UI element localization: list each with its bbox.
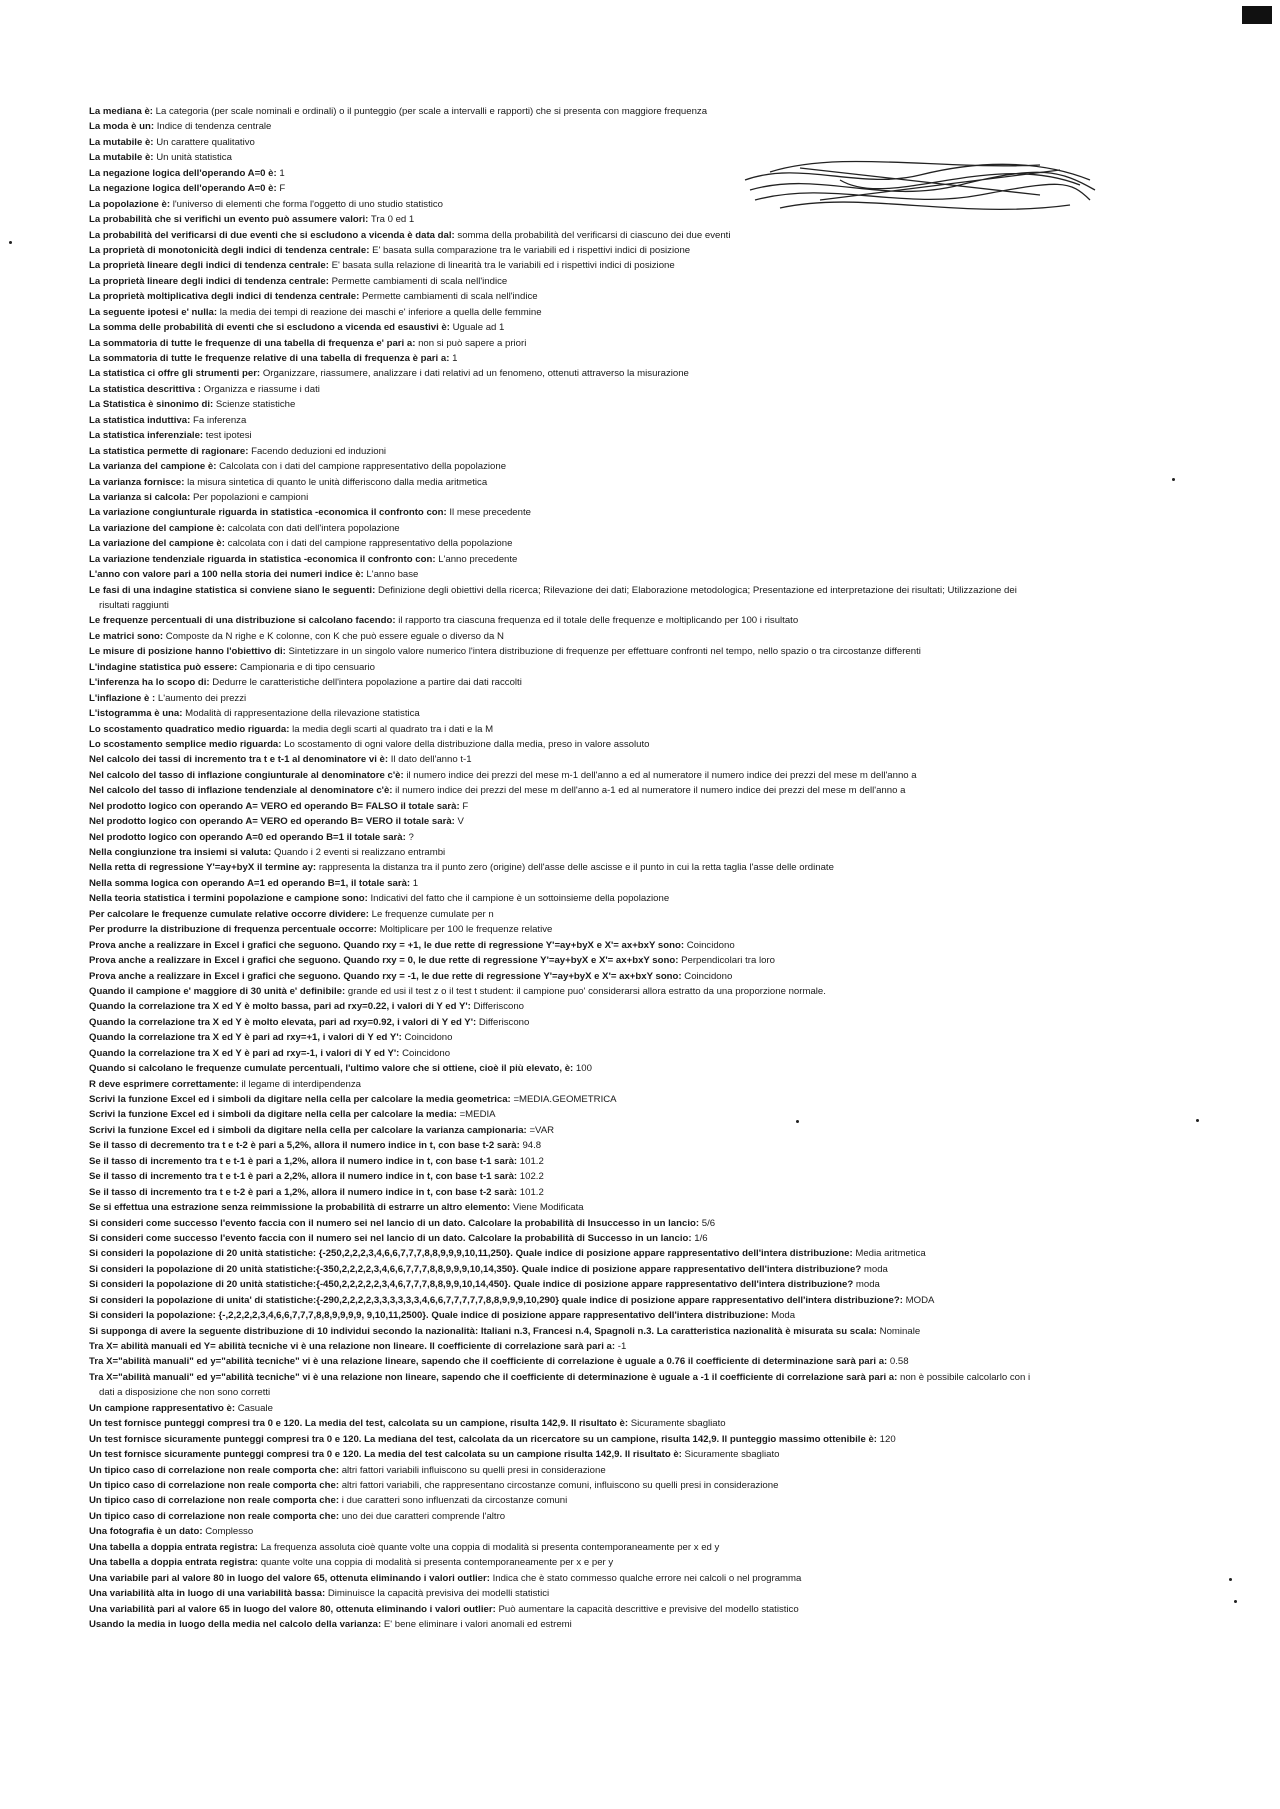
question-text: Lo scostamento quadratico medio riguarda: (89, 723, 290, 735)
qa-line (89, 1617, 1219, 1632)
question-text: Quando la correlazione tra X ed Y è pari ad rxy=+1, i valori di Y ed Y': (89, 1032, 402, 1044)
qa-line (89, 1077, 1219, 1092)
qa-line (89, 953, 1219, 968)
qa-line (89, 351, 1219, 366)
answer-text: la media dei tempi di reazione dei maschi e' inferiore a quella delle femmine (219, 306, 542, 318)
answer-text: F (279, 183, 286, 195)
answer-text: V (457, 816, 464, 828)
qa-line (89, 830, 1219, 845)
qa-line (89, 1107, 1219, 1122)
qa-line (89, 999, 1219, 1014)
qa-line (89, 197, 1219, 212)
answer-text: Media aritmetica (855, 1248, 926, 1260)
question-text: Usando la media in luogo della media nel calcolo della varianza: (89, 1618, 382, 1630)
scan-corner-mark (1242, 6, 1272, 24)
question-text: Se il tasso di decremento tra t e t-2 è pari a 5,2%, allora il numero indice in t, con base t-2 sarà: (89, 1140, 520, 1152)
qa-line (89, 1524, 1219, 1539)
qa-line (89, 706, 1219, 721)
answer-text: Organizzare, riassumere, analizzare i dati relativi ad un fenomeno, ottenuti attraverso la misurazione (262, 368, 689, 380)
question-text: Quando la correlazione tra X ed Y è molto elevata, pari ad rxy=0.92, i valori di Y ed Y': (89, 1016, 477, 1028)
qa-line (89, 1586, 1219, 1601)
question-text: La proprietà lineare degli indici di tendenza centrale: (89, 260, 329, 272)
qa-line (89, 181, 1219, 196)
question-text: La statistica ci offre gli strumenti per: (89, 368, 261, 380)
question-text: La variazione del campione è: (89, 538, 225, 550)
question-text: Nel prodotto logico con operando A= VERO ed operando B= VERO il totale sarà: (89, 816, 455, 828)
qa-line (89, 305, 1219, 320)
qa-line (89, 505, 1219, 520)
qa-line (89, 1154, 1219, 1169)
speck (1229, 1578, 1232, 1581)
qa-line (89, 984, 1219, 999)
qa-line (89, 490, 1219, 505)
question-text: Si consideri come successo l'evento faccia con il numero sei nel lancio di un dato. Calcolare la probabilità di Successo in un lancio: (89, 1232, 692, 1244)
question-text: Se il tasso di incremento tra t e t-2 è pari a 1,2%, allora il numero indice in t, con base t-2 sarà: (89, 1186, 518, 1198)
qa-line (89, 475, 1219, 490)
answer-text: test ipotesi (205, 430, 252, 442)
question-text: Per produrre la distribuzione di frequenza percentuale occorre: (89, 924, 377, 936)
question-text: Scrivi la funzione Excel ed i simboli da digitare nella cella per calcolare la media: (89, 1109, 457, 1121)
question-text: La probabilità del verificarsi di due eventi che si escludono a vicenda è data dal: (89, 229, 455, 241)
question-text: Un test fornisce punteggi compresi tra 0 e 120. La media del test, calcolata su un campione, risulta 142,9. Il risultato è: (89, 1418, 629, 1430)
answer-text: Casuale (237, 1402, 273, 1414)
answer-text: F (462, 800, 469, 812)
answer-text: =MEDIA.GEOMETRICA (513, 1094, 617, 1106)
question-text: La mutabile è: (89, 152, 154, 164)
answer-text: Dedurre le caratteristiche dell'intera popolazione a partire dai dati raccolti (212, 677, 522, 689)
answer-text: La frequenza assoluta cioè quante volte una coppia di modalità si presenta contemporaneamente per x ed y (260, 1541, 720, 1553)
question-text: Un campione rappresentativo è: (89, 1402, 236, 1414)
answer-text: non è possibile calcolarlo con i (900, 1371, 1031, 1383)
question-text: Tra X= abilità manuali ed Y= abilità tecniche vi è una relazione non lineare. Il coefficiente di correlazione sarà pari a: (89, 1341, 616, 1353)
qa-line (89, 737, 1219, 752)
qa-line (89, 1401, 1219, 1416)
qa-line (89, 1262, 1219, 1277)
answer-text: l'universo di elementi che forma l'oggetto di uno studio statistico (172, 198, 444, 210)
question-text: R deve esprimere correttamente: (89, 1078, 239, 1090)
question-text: Se il tasso di incremento tra t e t-1 è pari a 1,2%, allora il numero indice in t, con base t-1 sarà: (89, 1155, 518, 1167)
answer-text: Tra 0 ed 1 (370, 214, 415, 226)
question-text: Nella somma logica con operando A=1 ed operando B=1, il totale sarà: (89, 877, 411, 889)
question-text: Scrivi la funzione Excel ed i simboli da digitare nella cella per calcolare la varianza campionaria: (89, 1124, 527, 1136)
answer-text: moda (863, 1263, 888, 1275)
answer-text: la media degli scarti al quadrato tra i dati e la M (292, 723, 494, 735)
question-text: Nel prodotto logico con operando A=0 ed operando B=1 il totale sarà: (89, 831, 406, 843)
question-text: La mutabile è: (89, 136, 154, 148)
qa-line (89, 552, 1219, 567)
question-text: Quando il campione e' maggiore di 30 unità e' definibile: (89, 985, 346, 997)
answer-text: L'anno base (366, 569, 419, 581)
question-text: La negazione logica dell'operando A=0 è: (89, 167, 277, 179)
question-text: Le matrici sono: (89, 630, 164, 642)
qa-line (89, 104, 1219, 119)
qa-line (89, 752, 1219, 767)
question-text: Si consideri la popolazione di 20 unità statistiche:{-450,2,2,2,2,2,3,4,6,7,7,7,8,8,9,9,10,14,450}. Quale indice di posizione appare rappresentativo dell'intera distribuzione? (89, 1279, 854, 1291)
answer-text: calcolata con dati dell'intera popolazione (227, 522, 400, 534)
answer-text: -1 (617, 1341, 627, 1353)
question-text: L'inferenza ha lo scopo di: (89, 677, 210, 689)
answer-text: calcolata con i dati del campione rappresentativo della popolazione (227, 538, 513, 550)
question-text: La statistica permette di ragionare: (89, 445, 249, 457)
answer-text: il numero indice dei prezzi del mese m-1 dell'anno a ed al numeratore il numero indice dei prezzi del mese m dell'anno a (406, 769, 917, 781)
qa-line (89, 397, 1219, 412)
qa-line (89, 320, 1219, 335)
answer-text: 1 (279, 167, 285, 179)
question-text: Quando si calcolano le frequenze cumulate percentuali, l'ultimo valore che si ottiene, cioè il più elevato, è: (89, 1063, 574, 1075)
answer-text: Coincidono (684, 970, 733, 982)
qa-line (89, 1509, 1219, 1524)
qa-line (89, 1370, 1219, 1401)
question-text: Nel calcolo del tasso di inflazione congiunturale al denominatore c'è: (89, 769, 404, 781)
answer-text: Sintetizzare in un singolo valore numerico l'intera distribuzione di frequenze per effettuare confronti nel tempo, nello spazio o tra circostanze differenti (288, 646, 921, 658)
question-text: Nella retta di regressione Y'=ay+byX il termine ay: (89, 862, 317, 874)
question-answer-list (89, 104, 1219, 1632)
question-text: La proprietà moltiplicativa degli indici di tendenza centrale: (89, 291, 360, 303)
qa-line (89, 768, 1219, 783)
question-text: La statistica inferenziale: (89, 430, 204, 442)
question-text: Un tipico caso di correlazione non reale comporta che: (89, 1495, 340, 1507)
answer-text: Indica che è stato commesso qualche errore nei calcoli o nel programma (492, 1572, 802, 1584)
answer-text: 102.2 (519, 1171, 544, 1183)
qa-line (89, 891, 1219, 906)
question-text: Una variabilità pari al valore 65 in luogo del valore 80, ottenuta eliminando i valori outlier: (89, 1603, 496, 1615)
question-text: L'indagine statistica può essere: (89, 661, 238, 673)
qa-line (89, 783, 1219, 798)
answer-text: L'aumento dei prezzi (157, 692, 247, 704)
answer-continuation: dati a disposizione che non sono corretti (99, 1387, 271, 1399)
qa-line (89, 1277, 1219, 1292)
answer-text: Indicativi del fatto che il campione è un sottoinsieme della popolazione (370, 893, 670, 905)
qa-line (89, 876, 1219, 891)
qa-line (89, 613, 1219, 628)
answer-text: Organizza e riassume i dati (203, 383, 320, 395)
speck (1234, 1600, 1237, 1603)
question-text: Si consideri la popolazione: {-,2,2,2,2,3,4,6,6,7,7,7,8,8,9,9,9,9, 9,10,11,2500}. Quale indice di posizione appare rappresentativo dell'intera distribuzione: (89, 1310, 769, 1322)
qa-line (89, 1416, 1219, 1431)
question-text: La probabilità che si verifichi un evento può assumere valori: (89, 214, 369, 226)
answer-text: Calcolata con i dati del campione rappresentativo della popolazione (219, 461, 507, 473)
qa-line (89, 660, 1219, 675)
answer-text: Differiscono (473, 1001, 524, 1013)
answer-text: Per popolazioni e campioni (193, 491, 309, 503)
answer-text: Lo scostamento di ogni valore della distribuzione dalla media, preso in valore assoluto (284, 738, 650, 750)
question-text: Si supponga di avere la seguente distribuzione di 10 individui secondo la nazionalità: Italiani n.3, Francesi n.4, Spagnoli n.3. La caratteristica nazionalità è misurata su scala: (89, 1325, 877, 1337)
question-text: La variazione tendenziale riguarda in statistica -economica il confronto con: (89, 553, 436, 565)
answer-text: Facendo deduzioni ed induzioni (251, 445, 387, 457)
question-text: Prova anche a realizzare in Excel i grafici che seguono. Quando rxy = +1, le due rette di regressione Y'=ay+byX e X'= ax+bxY sono: (89, 939, 685, 951)
qa-line (89, 1571, 1219, 1586)
question-text: Prova anche a realizzare in Excel i grafici che seguono. Quando rxy = 0, le due rette di regressione Y'=ay+byX e X'= ax+bxY sono: (89, 955, 679, 967)
answer-text: 101.2 (519, 1155, 544, 1167)
question-text: Lo scostamento semplice medio riguarda: (89, 738, 282, 750)
answer-text: Perpendicolari tra loro (681, 955, 775, 967)
qa-line (89, 1185, 1219, 1200)
question-text: Un tipico caso di correlazione non reale comporta che: (89, 1464, 340, 1476)
qa-line (89, 366, 1219, 381)
qa-line (89, 274, 1219, 289)
question-text: La somma delle probabilità di eventi che si escludono a vicenda ed esaustivi è: (89, 322, 450, 334)
qa-line (89, 567, 1219, 582)
qa-line (89, 536, 1219, 551)
qa-line (89, 1555, 1219, 1570)
question-text: Una fotografia è un dato: (89, 1526, 203, 1538)
question-text: Le frequenze percentuali di una distribuzione si calcolano facendo: (89, 615, 396, 627)
qa-line (89, 1231, 1219, 1246)
question-text: L'anno con valore pari a 100 nella storia dei numeri indice è: (89, 569, 364, 581)
answer-text: il legame di interdipendenza (241, 1078, 361, 1090)
question-text: Per calcolare le frequenze cumulate relative occorre dividere: (89, 908, 369, 920)
answer-text: Sicuramente sbagliato (630, 1418, 726, 1430)
question-text: Un tipico caso di correlazione non reale comporta che: (89, 1480, 340, 1491)
answer-text: Diminuisce la capacità previsiva dei modelli statistici (327, 1588, 550, 1600)
answer-text: Un unità statistica (156, 152, 232, 164)
qa-line (89, 644, 1219, 659)
answer-text: 1 (412, 877, 419, 889)
answer-text: Definizione degli obiettivi della ricerca; Rilevazione dei dati; Elaborazione metodologica; Presentazione ed interpretazione dei risultati; Utilizzazione dei (377, 584, 1017, 596)
answer-text: E' basata sulla relazione di linearità tra le variabili ed i rispettivi indici di posizione (331, 260, 675, 272)
question-text: Una tabella a doppia entrata registra: (89, 1557, 259, 1569)
question-text: Si consideri la popolazione di 20 unità statistiche:{-350,2,2,2,2,3,4,6,6,7,7,7,8,8,9,9,9,10,14,350}. Quale indice di posizione appare rappresentativo dell'intera distribuzione? (89, 1263, 862, 1275)
question-text: La popolazione è: (89, 198, 171, 210)
qa-line (89, 382, 1219, 397)
qa-line (89, 860, 1219, 875)
answer-text: Composte da N righe e K colonne, con K che può essere eguale o diverso da N (165, 630, 504, 642)
question-text: Scrivi la funzione Excel ed i simboli da digitare nella cella per calcolare la media geometrica: (89, 1094, 511, 1106)
question-text: Nella teoria statistica i termini popolazione e campione sono: (89, 893, 368, 905)
answer-text: Viene Modificata (512, 1202, 584, 1214)
question-text: La statistica induttiva: (89, 414, 191, 426)
answer-text: Quando i 2 eventi si realizzano entrambi (274, 847, 446, 859)
qa-line (89, 459, 1219, 474)
question-text: La sommatoria di tutte le frequenze di una tabella di frequenza e' pari a: (89, 337, 416, 349)
qa-line (89, 1463, 1219, 1478)
qa-line (89, 1354, 1219, 1369)
question-text: La mediana è: (89, 106, 153, 117)
qa-line (89, 119, 1219, 134)
question-text: La variazione congiunturale riguarda in statistica -economica il confronto con: (89, 507, 447, 519)
answer-text: Complesso (205, 1526, 254, 1538)
qa-line (89, 1030, 1219, 1045)
qa-line (89, 814, 1219, 829)
qa-line (89, 691, 1219, 706)
qa-line (89, 907, 1219, 922)
question-text: La proprietà di monotonicità degli indici di tendenza centrale: (89, 244, 370, 256)
answer-text: il numero indice dei prezzi del mese m dell'anno a-1 ed al numeratore il numero indice dei prezzi del mese m dell'anno a (395, 785, 906, 797)
answer-text: 1 (452, 353, 458, 364)
question-text: Le misure di posizione hanno l'obiettivo di: (89, 646, 286, 658)
qa-line (89, 336, 1219, 351)
qa-line (89, 1138, 1219, 1153)
answer-text: i due caratteri sono influenzati da circostanze comuni (341, 1495, 568, 1507)
answer-text: MODA (905, 1294, 935, 1306)
qa-line (89, 1447, 1219, 1462)
answer-text: Coincidono (686, 939, 735, 951)
answer-text: quante volte una coppia di modalità si presenta contemporaneamente per x e per y (260, 1557, 614, 1569)
answer-text: moda (855, 1279, 880, 1291)
answer-text: 0.58 (889, 1356, 909, 1368)
answer-text: Coincidono (404, 1032, 453, 1044)
qa-line (89, 1169, 1219, 1184)
question-text: La sommatoria di tutte le frequenze relative di una tabella di frequenza è pari a: (89, 353, 450, 364)
qa-line (89, 799, 1219, 814)
qa-line (89, 428, 1219, 443)
answer-text: il rapporto tra ciascuna frequenza ed il totale delle frequenze e moltiplicando per 100 i risultato (398, 615, 799, 627)
answer-text: Uguale ad 1 (452, 322, 505, 334)
qa-line (89, 1200, 1219, 1215)
question-text: Nella congiunzione tra insiemi si valuta: (89, 847, 272, 859)
qa-line (89, 1216, 1219, 1231)
qa-line (89, 1339, 1219, 1354)
answer-text: rappresenta la distanza tra il punto zero (origine) dell'asse delle ascisse e il punto in cui la retta taglia l'asse delle ordinate (318, 862, 834, 874)
question-text: Una variabile pari al valore 80 in luogo del valore 65, ottenuta eliminando i valori outlier: (89, 1572, 490, 1584)
question-text: La varianza fornisce: (89, 476, 185, 488)
answer-text: 1/6 (694, 1232, 708, 1244)
qa-line (89, 1046, 1219, 1061)
question-text: La negazione logica dell'operando A=0 è: (89, 183, 277, 195)
question-text: Se si effettua una estrazione senza reimmissione la probabilità di estrarre un altro elemento: (89, 1202, 511, 1214)
question-text: Si consideri come successo l'evento faccia con il numero sei nel lancio di un dato. Calcolare la probabilità di Insuccesso in un lancio: (89, 1217, 700, 1229)
qa-line (89, 629, 1219, 644)
question-text: La statistica descrittiva : (89, 383, 201, 395)
qa-line (89, 1478, 1219, 1493)
qa-line (89, 938, 1219, 953)
question-text: Se il tasso di incremento tra t e t-1 è pari a 2,2%, allora il numero indice in t, con base t-1 sarà: (89, 1171, 518, 1183)
answer-text: Fa inferenza (192, 414, 247, 426)
qa-line (89, 135, 1219, 150)
answer-text: Campionaria e di tipo censuario (240, 661, 375, 673)
answer-text: Le frequenze cumulate per n (371, 908, 494, 920)
qa-line (89, 675, 1219, 690)
answer-text: Il mese precedente (449, 507, 531, 519)
answer-text: la misura sintetica di quanto le unità differiscono dalla media aritmetica (187, 476, 488, 488)
qa-line (89, 166, 1219, 181)
question-text: Nel prodotto logico con operando A= VERO ed operando B= FALSO il totale sarà: (89, 800, 460, 812)
qa-line (89, 1293, 1219, 1308)
qa-line (89, 413, 1219, 428)
answer-text: uno dei due caratteri comprende l'altro (341, 1510, 506, 1522)
question-text: Un test fornisce sicuramente punteggi compresi tra 0 e 120. La media del test calcolata su un campione risulta 142,9. Il risultato è: (89, 1449, 682, 1461)
qa-line (89, 243, 1219, 258)
question-text: L'istogramma è una: (89, 708, 183, 720)
question-text: Una variabilità alta in luogo di una variabilità bassa: (89, 1588, 326, 1600)
answer-text: grande ed usi il test z o il test t student: il campione puo' considerarsi allora estratto da una proporzione normale. (347, 985, 826, 997)
answer-text: 5/6 (701, 1217, 716, 1229)
answer-text: non si può sapere a priori (418, 337, 527, 349)
question-text: Tra X="abilità manuali" ed y="abilità tecniche" vi è una relazione non lineare, sapendo che il coefficiente di determinazione è uguale a -1 il coefficiente di correlazione sarà pari a: (89, 1371, 898, 1383)
qa-line (89, 845, 1219, 860)
question-text: Un test fornisce sicuramente punteggi compresi tra 0 e 120. La mediana del test, calcolata da un ricercatore su un campione, risulta 142,9. Il punteggio massimo ottenibile è: (89, 1433, 877, 1445)
answer-text: Permette cambiamenti di scala nell'indice (331, 275, 508, 287)
answer-text: 94.8 (522, 1140, 542, 1152)
answer-text: L'anno precedente (438, 553, 518, 565)
qa-line (89, 922, 1219, 937)
answer-text: E' bene eliminare i valori anomali ed estremi (383, 1618, 572, 1630)
answer-text: altri fattori variabili, che rappresentano circostanze comuni, influiscono su quelli presi in considerazione (341, 1480, 779, 1491)
question-text: La moda è un: (89, 121, 155, 133)
qa-line (89, 1493, 1219, 1508)
answer-text: Permette cambiamenti di scala nell'indice (361, 291, 538, 303)
question-text: La Statistica è sinonimo di: (89, 399, 214, 411)
question-text: La variazione del campione è: (89, 522, 225, 534)
qa-line (89, 1123, 1219, 1138)
answer-text: Nominale (879, 1325, 921, 1337)
qa-line (89, 1602, 1219, 1617)
question-text: Quando la correlazione tra X ed Y è molto bassa, pari ad rxy=0.22, i valori di Y ed Y': (89, 1001, 471, 1013)
question-text: L'inflazione è : (89, 692, 156, 704)
qa-line (89, 289, 1219, 304)
question-text: Tra X="abilità manuali" ed y="abilità tecniche" vi è una relazione lineare, sapendo che il coefficiente di correlazione è uguale a 0.76 il coefficiente di determinazione sarà pari a: (89, 1356, 888, 1368)
qa-line (89, 444, 1219, 459)
answer-text: 100 (575, 1063, 592, 1075)
answer-text: Modalità di rappresentazione della rilevazione statistica (185, 708, 420, 720)
qa-line (89, 722, 1219, 737)
answer-text: Sicuramente sbagliato (684, 1449, 780, 1461)
qa-line (89, 1432, 1219, 1447)
answer-text: Moltiplicare per 100 le frequenze relative (379, 924, 553, 936)
qa-line (89, 521, 1219, 536)
question-text: Prova anche a realizzare in Excel i grafici che seguono. Quando rxy = -1, le due rette di regressione Y'=ay+byX e X'= ax+bxY sono: (89, 970, 682, 982)
qa-line (89, 969, 1219, 984)
qa-line (89, 212, 1219, 227)
answer-text: =VAR (529, 1124, 555, 1136)
qa-line (89, 1092, 1219, 1107)
question-text: Nel calcolo del tasso di inflazione tendenziale al denominatore c'è: (89, 785, 393, 797)
qa-line (89, 1540, 1219, 1555)
answer-text: altri fattori variabili influiscono su quelli presi in considerazione (341, 1464, 606, 1476)
question-text: La varianza si calcola: (89, 491, 191, 503)
question-text: Si consideri la popolazione di 20 unità statistiche: {-250,2,2,2,3,4,6,6,7,7,7,8,8,9,9,9,10,11,250}. Quale indice di posizione appare rappresentativo dell'intera distribuzione: (89, 1248, 853, 1260)
question-text: Un tipico caso di correlazione non reale comporta che: (89, 1510, 340, 1522)
question-text: La seguente ipotesi e' nulla: (89, 306, 218, 318)
answer-text: La categoria (per scale nominali e ordinali) o il punteggio (per scale a intervalli e rapporti) che si presenta con maggiore frequenza (155, 106, 708, 117)
qa-line (89, 258, 1219, 273)
question-text: Si consideri la popolazione di unita' di statistiche:{-290,2,2,2,2,3,3,3,3,3,3,4,6,6,7,7,7,7,7,8,8,9,9,9,10,290} quale indice di posizione appare rappresentativo dell'intera distribuzione?: (89, 1294, 903, 1306)
answer-text: =MEDIA (459, 1109, 496, 1121)
qa-line (89, 1308, 1219, 1323)
qa-line (89, 228, 1219, 243)
answer-text: 101.2 (519, 1186, 544, 1198)
qa-line (89, 1246, 1219, 1261)
answer-text: ? (408, 831, 414, 843)
answer-text: Differiscono (478, 1016, 530, 1028)
question-text: Una tabella a doppia entrata registra: (89, 1541, 259, 1553)
qa-line (89, 1324, 1219, 1339)
answer-text: Moda (771, 1310, 796, 1322)
answer-text: Indice di tendenza centrale (156, 121, 272, 133)
qa-line (89, 1015, 1219, 1030)
answer-text: Il dato dell'anno t-1 (390, 754, 472, 766)
answer-text: Un carattere qualitativo (156, 136, 255, 148)
qa-line (89, 1061, 1219, 1076)
question-text: Nel calcolo dei tassi di incremento tra t e t-1 al denominatore vi è: (89, 754, 389, 766)
answer-text: somma della probabilità del verificarsi di ciascuno dei due eventi (457, 229, 731, 241)
question-text: Le fasi di una indagine statistica si conviene siano le seguenti: (89, 584, 376, 596)
qa-line (89, 150, 1219, 165)
question-text: La proprietà lineare degli indici di tendenza centrale: (89, 275, 329, 287)
answer-text: Può aumentare la capacità descrittive e previsive del modello statistico (498, 1603, 799, 1615)
speck (9, 241, 12, 244)
answer-text: Scienze statistiche (215, 399, 296, 411)
question-text: La varianza del campione è: (89, 461, 217, 473)
answer-continuation: risultati raggiunti (99, 600, 169, 612)
answer-text: 120 (879, 1433, 896, 1445)
answer-text: Coincidono (402, 1047, 451, 1059)
qa-line (89, 583, 1219, 614)
question-text: Quando la correlazione tra X ed Y è pari ad rxy=-1, i valori di Y ed Y': (89, 1047, 400, 1059)
answer-text: E' basata sulla comparazione tra le variabili ed i rispettivi indici di posizione (372, 244, 691, 256)
